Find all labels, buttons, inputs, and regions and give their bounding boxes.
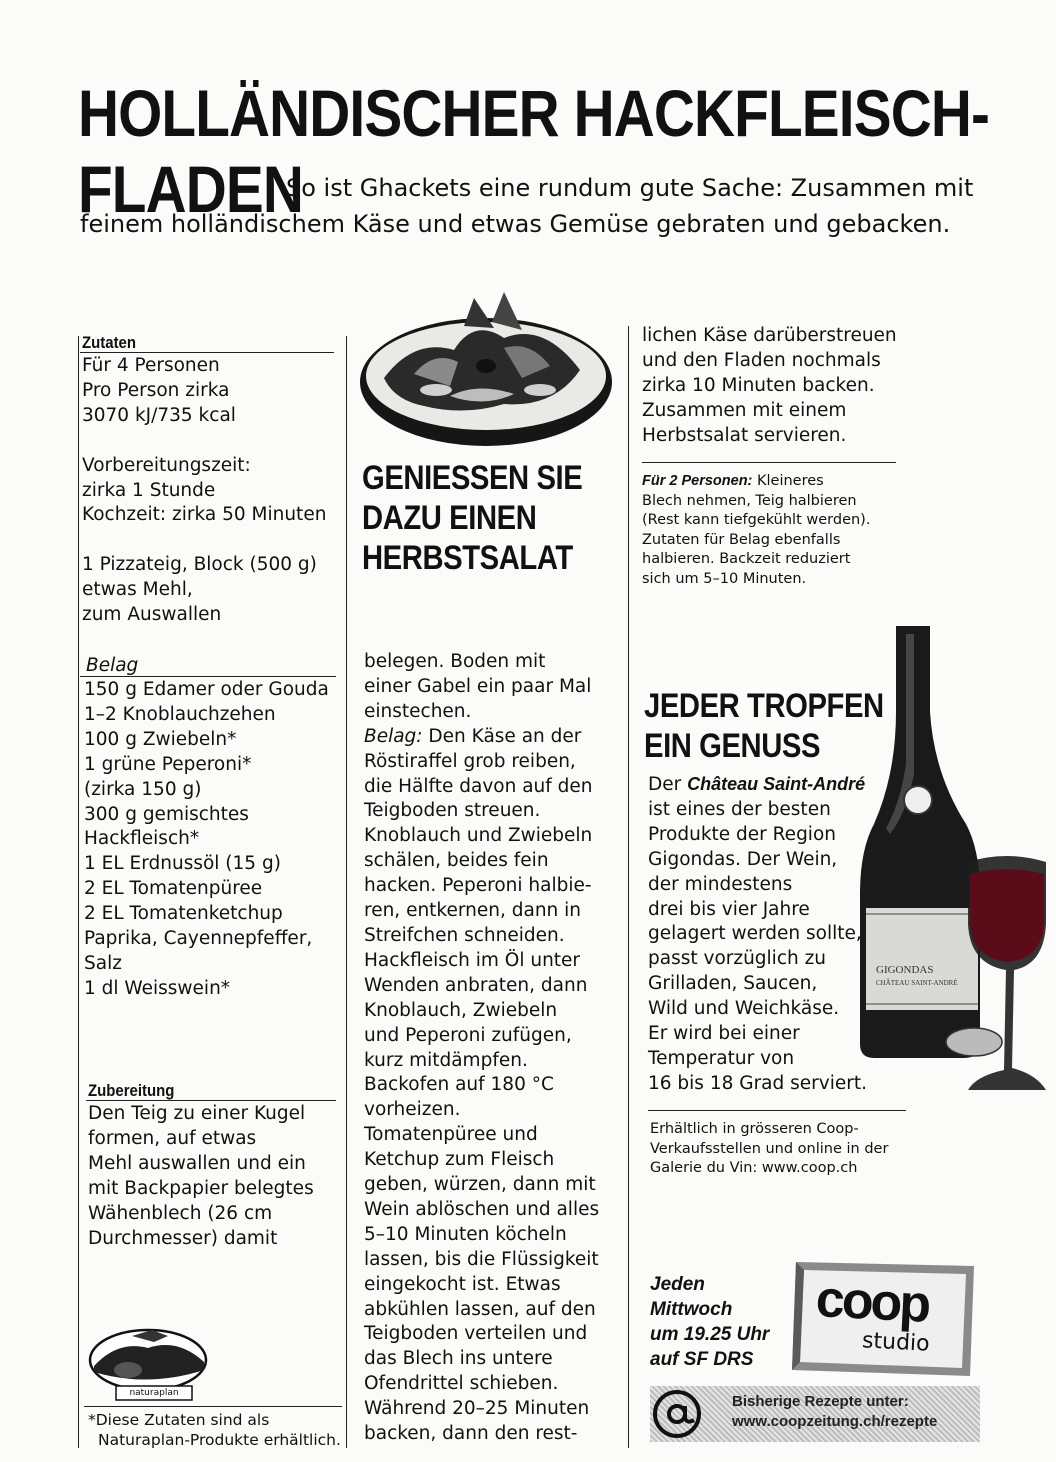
wine-line: Temperatur von	[648, 1047, 795, 1069]
lead-line2: feinem holländischem Käse und etwas Gemüse gebraten und gebacken.	[80, 210, 951, 238]
tv-line: Mittwoch	[650, 1299, 733, 1320]
wine-photo	[856, 624, 1052, 1106]
method-line: backen, dann den rest-	[364, 1423, 578, 1445]
tip-first-line	[642, 472, 870, 492]
studio-label: studio	[861, 1328, 931, 1357]
method-line: Röstiraffel grob reiben,	[364, 750, 576, 772]
salad-headline	[362, 458, 582, 578]
method-line: Teigboden verteilen und	[364, 1323, 588, 1345]
web-line2[interactable]: www.coopzeitung.ch/rezepte	[732, 1413, 938, 1430]
method-line: Teigboden streuen.	[364, 800, 541, 822]
zutaten-line: Kochzeit: zirka 50 Minuten	[82, 504, 327, 526]
method-line: ren, entkernen, dann in	[364, 900, 582, 922]
recipe-title-line1: HOLLÄNDISCHER HACKFLEISCH-	[78, 76, 989, 150]
zutaten-rule	[80, 352, 334, 353]
method-line: das Blech ins untere	[364, 1348, 553, 1370]
zubereitung-heading: Zubereitung	[88, 1081, 175, 1100]
right-column-line: zirka 10 Minuten backen.	[642, 374, 875, 396]
belag-line: 1 dl Weisswein*	[84, 977, 231, 999]
wine-line: passt vorzüglich zu	[648, 948, 827, 970]
availability-line: Erhältlich in grösseren Coop-	[650, 1121, 859, 1137]
belag-line: Paprika, Cayennepfeffer,	[84, 928, 313, 950]
wine-line: ist eines der besten	[648, 798, 831, 820]
zubereitung-line: Wähenblech (26 cm	[88, 1202, 273, 1224]
right-column-line: Herbstsalat servieren.	[642, 424, 847, 446]
tv-line: um 19.25 Uhr	[650, 1324, 770, 1345]
method-line: Hackfleisch im Öl unter	[364, 949, 581, 971]
naturaplan-note-line2: Naturaplan-Produkte erhältlich.	[98, 1431, 341, 1449]
method-belag-rest: Den Käse an der	[422, 725, 582, 747]
zutaten-line: 3070 kJ/735 kcal	[82, 404, 236, 426]
zutaten-line: Pro Person zirka	[82, 379, 230, 401]
method-lines-after	[364, 750, 599, 1447]
right-column-line: Zusammen mit einem	[642, 399, 847, 421]
naturaplan-note-line1: *Diese Zutaten sind als	[88, 1411, 270, 1429]
wine-text	[648, 772, 867, 1097]
wine-line: Gigondas. Der Wein,	[648, 848, 838, 870]
tip-box	[642, 472, 870, 590]
tv-schedule	[650, 1272, 769, 1372]
method-line: lassen, bis die Flüssigkeit	[364, 1248, 599, 1270]
belag-line: 300 g gemischtes	[84, 803, 249, 825]
lead-line1: So ist Ghackets eine rundum gute Sache: Zusammen mit	[286, 174, 974, 202]
zubereitung-line: Den Teig zu einer Kugel	[88, 1103, 306, 1124]
belag-list	[84, 678, 329, 1002]
method-line: die Hälfte davon auf den	[364, 775, 593, 797]
zubereitung-line: Mehl auswallen und ein	[88, 1152, 306, 1174]
wine-line: gelagert werden sollte,	[648, 923, 862, 945]
naturaplan-note	[88, 1410, 341, 1450]
salad-headline-line2: DAZU EINEN	[362, 499, 537, 537]
tip-line: Blech nehmen, Teig halbieren	[642, 492, 857, 509]
belag-line: 1 EL Erdnussöl (15 g)	[84, 853, 281, 875]
wine-line: der mindestens	[648, 873, 793, 895]
tv-line: Jeden	[650, 1274, 705, 1295]
zutaten-list	[82, 354, 326, 628]
method-line: vorheizen.	[364, 1099, 461, 1121]
method-line: schälen, beides fein	[364, 850, 549, 872]
belag-line: Salz	[84, 952, 122, 974]
tip-line: sich um 5–10 Minuten.	[642, 570, 807, 587]
note-rule	[84, 1406, 342, 1407]
method-line: 5–10 Minuten köcheln	[364, 1223, 567, 1245]
zutaten-line: Für 4 Personen	[82, 355, 220, 376]
right-column-text	[642, 324, 897, 449]
belag-line: 2 EL Tomatenketchup	[84, 903, 283, 925]
web-text	[732, 1392, 937, 1432]
wine-first-line	[648, 772, 867, 798]
method-text	[364, 650, 599, 1447]
recipe-title-line2: FLADEN	[78, 152, 304, 226]
wine-name: Château Saint-André	[687, 774, 866, 794]
zutaten-line: 1 Pizzateig, Block (500 g)	[82, 554, 317, 576]
method-line: Streifchen schneiden.	[364, 924, 565, 946]
wine-headline-line2: EIN GENUSS	[644, 727, 821, 765]
method-line: hacken. Peperoni halbie-	[364, 875, 592, 897]
web-line1: Bisherige Rezepte unter:	[732, 1393, 909, 1410]
method-line: Knoblauch und Zwiebeln	[364, 825, 593, 847]
bottle-label	[876, 964, 958, 990]
method-line: Wein ablöschen und alles	[364, 1198, 600, 1220]
naturaplan-logo-text: naturaplan	[129, 1388, 179, 1398]
method-belag-label: Belag:	[364, 725, 423, 747]
wine-lines	[648, 798, 867, 1097]
availability-text	[650, 1120, 888, 1179]
method-line: Während 20–25 Minuten	[364, 1398, 590, 1420]
method-line: Ketchup zum Fleisch	[364, 1149, 555, 1171]
tv-line: auf SF DRS	[650, 1349, 754, 1370]
coop-studio-tv	[790, 1256, 978, 1382]
method-line: Backofen auf 180 °C	[364, 1074, 554, 1096]
belag-heading: Belag	[86, 655, 139, 676]
method-belag-line	[364, 725, 599, 750]
wine-line: Produkte der Region	[648, 823, 836, 845]
zutaten-line: zirka 1 Stunde	[82, 479, 216, 501]
salad-headline-line3: HERBSTSALAT	[362, 539, 573, 577]
belag-line: 150 g Edamer oder Gouda	[84, 679, 329, 700]
method-line: kurz mitdämpfen.	[364, 1049, 528, 1071]
method-line: Wenden anbraten, dann	[364, 974, 588, 996]
column-rule-1	[346, 336, 347, 1448]
belag-line: Hackfleisch*	[84, 828, 200, 850]
tip-lines	[642, 492, 870, 590]
wine-line: Grilladen, Saucen,	[648, 973, 818, 995]
availability-rule	[648, 1110, 906, 1111]
method-lines-before	[364, 650, 599, 725]
wine-line: Wild und Weichkäse.	[648, 998, 840, 1020]
zutaten-line	[82, 429, 326, 454]
method-line: geben, würzen, dann mit	[364, 1174, 596, 1196]
column-rule-2	[628, 326, 629, 1448]
tip-label: Für 2 Personen:	[642, 473, 753, 489]
zutaten-line: etwas Mehl,	[82, 579, 193, 601]
method-line: einer Gabel ein paar Mal	[364, 675, 592, 697]
availability-line: Galerie du Vin: www.coop.ch	[650, 1160, 858, 1177]
coop-logo: coop	[814, 1270, 930, 1334]
bottle-label-line1: GIGONDAS	[876, 964, 934, 976]
bottle-label-line2: CHÂTEAU SAINT-ANDRÉ	[876, 979, 958, 987]
tip-rule	[642, 462, 896, 463]
belag-line: (zirka 150 g)	[84, 778, 202, 800]
zubereitung-list	[88, 1102, 314, 1251]
wine-headline	[644, 686, 884, 766]
method-line: eingekocht ist. Etwas	[364, 1273, 561, 1295]
method-line: Ofendrittel schieben.	[364, 1373, 559, 1395]
belag-line: 1 grüne Peperoni*	[84, 753, 252, 775]
method-line: Knoblauch, Zwiebeln	[364, 999, 558, 1021]
zutaten-line: zum Auswallen	[82, 604, 222, 626]
zubereitung-line: formen, auf etwas	[88, 1127, 257, 1149]
zubereitung-line: Durchmesser) damit	[88, 1227, 278, 1249]
right-column-line: lichen Käse darüberstreuen	[642, 325, 897, 346]
zutaten-line	[82, 528, 326, 553]
zutaten-line: Vorbereitungszeit:	[82, 454, 251, 476]
method-line: und Peperoni zufügen,	[364, 1024, 572, 1046]
belag-rule	[80, 676, 336, 677]
wine-line: Er wird bei einer	[648, 1023, 800, 1045]
method-line: abkühlen lassen, auf den	[364, 1298, 596, 1320]
method-line: einstechen.	[364, 700, 472, 722]
belag-line: 100 g Zwiebeln*	[84, 728, 237, 750]
method-line: Tomatenpüree und	[364, 1124, 538, 1146]
zubereitung-line: mit Backpapier belegtes	[88, 1177, 314, 1199]
method-line: belegen. Boden mit	[364, 651, 546, 672]
at-icon	[652, 1388, 702, 1440]
tip-line: (Rest kann tiefgekühlt werden).	[642, 512, 871, 529]
wine-intro: Der	[648, 774, 688, 795]
belag-line: 1–2 Knoblauchzehen	[84, 703, 276, 725]
wine-line: 16 bis 18 Grad serviert.	[648, 1072, 867, 1094]
tip-first-rest: Kleineres	[752, 473, 824, 489]
wine-headline-line1: JEDER TROPFEN	[644, 687, 884, 725]
tip-line: halbieren. Backzeit reduziert	[642, 551, 851, 568]
salad-headline-line1: GENIESSEN SIE	[362, 459, 583, 497]
column-rule-left	[78, 336, 79, 1448]
naturaplan-logo	[88, 1326, 212, 1402]
right-column-line: und den Fladen nochmals	[642, 349, 881, 371]
belag-line: 2 EL Tomatenpüree	[84, 878, 263, 900]
tip-line: Zutaten für Belag ebenfalls	[642, 531, 841, 548]
availability-line: Verkaufsstellen und online in der	[650, 1140, 889, 1157]
zubereitung-rule	[86, 1100, 336, 1101]
salad-photo	[354, 278, 616, 456]
zutaten-heading: Zutaten	[82, 333, 137, 352]
wine-line: drei bis vier Jahre	[648, 898, 810, 920]
